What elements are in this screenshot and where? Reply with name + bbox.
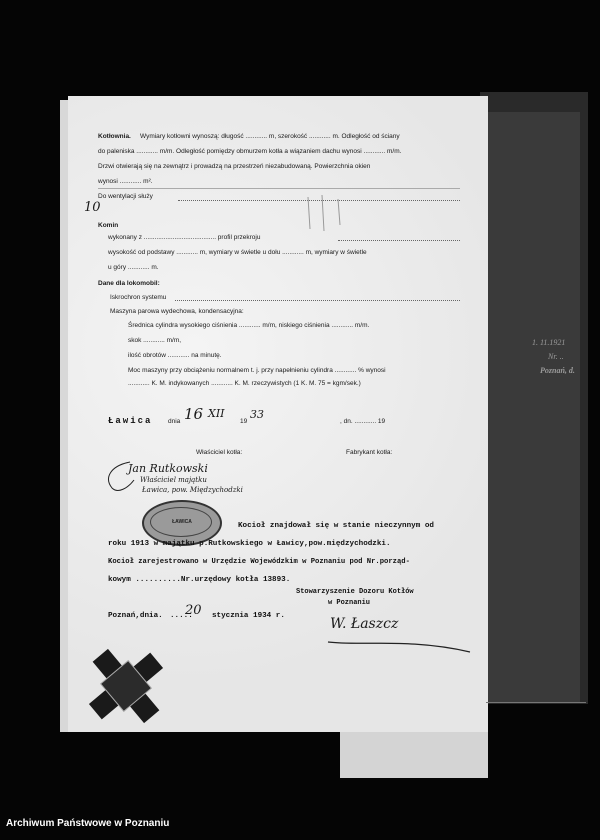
association-stamp-line-1: Stowarzyszenie Dozoru Kotłów — [296, 588, 414, 596]
official-cross-stamp — [86, 646, 166, 726]
back-sheet-text-3: Poznań, d. — [540, 366, 575, 375]
owner-signature-title: Właściciel majątku — [140, 476, 207, 484]
typed-place: Ławica — [108, 416, 153, 426]
back-sheet-inner — [488, 112, 580, 702]
chimney-line-2: wysokość od podstawy ............ m, wymiary w świetle u dołu ............ m, wymiary w świetle — [108, 249, 367, 256]
loco-line-5: ilość obrotów ............ na minutę. — [128, 352, 222, 359]
spark-arrester-fill-line — [175, 300, 460, 301]
back-sheet-footer — [486, 700, 586, 703]
typed-note-line-1: Kocioł znajdował się w stanie nieczynnym od — [238, 522, 434, 530]
signature-flourish — [100, 458, 140, 498]
boiler-room-line-4: wynosi ............ m². — [98, 178, 153, 185]
owner-signature-name: Jan Rutkowski — [128, 462, 208, 475]
owner-label: Właściciel kotła: — [196, 449, 243, 456]
profile-fill-line — [338, 240, 460, 241]
back-sheet — [480, 92, 588, 704]
year-prefix: 19 — [240, 418, 248, 425]
underlying-sheet-bottom — [340, 730, 488, 778]
loco-line-4: skok ............ m/m, — [128, 337, 182, 344]
manufacturer-label: Fabrykant kotła: — [346, 449, 393, 456]
boiler-room-line-1: Wymiary kotłowni wynoszą: długość ............ m, szerokość ............ m. Odległość od ściany — [140, 133, 400, 140]
boiler-room-line-2: do paleniska ............ m/m. Odległość pomiędzy obmurzem kotła a wiązaniem dachu wynosi ............ m/m. — [98, 148, 402, 155]
handwritten-date-month: XII — [208, 407, 225, 420]
inspector-signature-flourish — [320, 612, 480, 662]
archive-caption: Archiwum Państwowe w Poznaniu — [6, 818, 170, 829]
pencil-marks — [300, 195, 360, 235]
loco-line-3: Średnica cylindra wysokiego ciśnienia ............ m/m, niskiego ciśnienia ............ m/m. — [128, 322, 370, 329]
second-date-field: , dn. ............ 19 — [340, 418, 386, 425]
chimney-title: Komin — [98, 222, 119, 229]
handwritten-date-year: 33 — [250, 408, 264, 421]
boiler-room-title: Kotłownia. — [98, 133, 131, 140]
date-prefix: dnia — [168, 418, 181, 425]
chimney-line-1: wykonany z ........................................ profil przekroju — [108, 234, 261, 241]
owner-signature-place: Ławica, pow. Międzychodzki — [142, 486, 243, 494]
handwritten-day-20: 20 — [185, 603, 202, 618]
typed-city-date: Poznań,dnia. — [108, 612, 163, 620]
association-stamp-line-2: w Poznaniu — [328, 599, 371, 607]
typed-note-line-2: roku 1913 w majątku p.Rutkowskiego w Ławicy,pow.międzychodzki. — [108, 540, 391, 548]
loco-line-1: Iskrochron systemu — [110, 294, 167, 301]
chimney-line-3: u góry ............ m. — [108, 264, 159, 271]
margin-number: 10 — [84, 200, 101, 215]
inspector-signature: W. Łaszcz — [330, 616, 399, 632]
back-sheet-text-1: 1. 11.1921 — [532, 338, 566, 347]
ruled-line — [98, 188, 460, 189]
owner-stamp-text: ŁAWICA — [172, 519, 192, 525]
locomobile-title: Dane dla lokomobil: — [98, 280, 160, 287]
back-sheet-text-2: Nr. .. — [548, 352, 564, 361]
loco-line-7: ............ K. M. indykowanych ............ K. M. rzeczywistych (1 K. M. 75 = kgm/sek.) — [128, 380, 361, 387]
typed-note-line-3: Kocioł zarejestrowano w Urzędzie Wojewódzkim w Poznaniu pod Nr.porząd- — [108, 558, 410, 566]
typed-city-date-dots: ..... — [170, 612, 193, 620]
typed-note-line-4: kowym ..........Nr.urzędowy kotła 13893. — [108, 576, 291, 584]
typed-city-date-month: stycznia 1934 r. — [212, 612, 285, 620]
handwritten-date-day: 16 — [184, 405, 204, 423]
loco-line-2: Maszyna parowa wydechowa, kondensacyjna: — [110, 308, 244, 315]
loco-line-6: Moc maszyny przy obciążeniu normalnem t. j. przy napełnieniu cylindra ............ % wynosi — [128, 367, 386, 374]
boiler-room-line-3: Drzwi otwierają się na zewnątrz i prowadzą na przestrzeń niezabudowaną. Powierzchnia okien — [98, 163, 371, 170]
ventilation-label: Do wentylacji służy — [98, 193, 153, 200]
